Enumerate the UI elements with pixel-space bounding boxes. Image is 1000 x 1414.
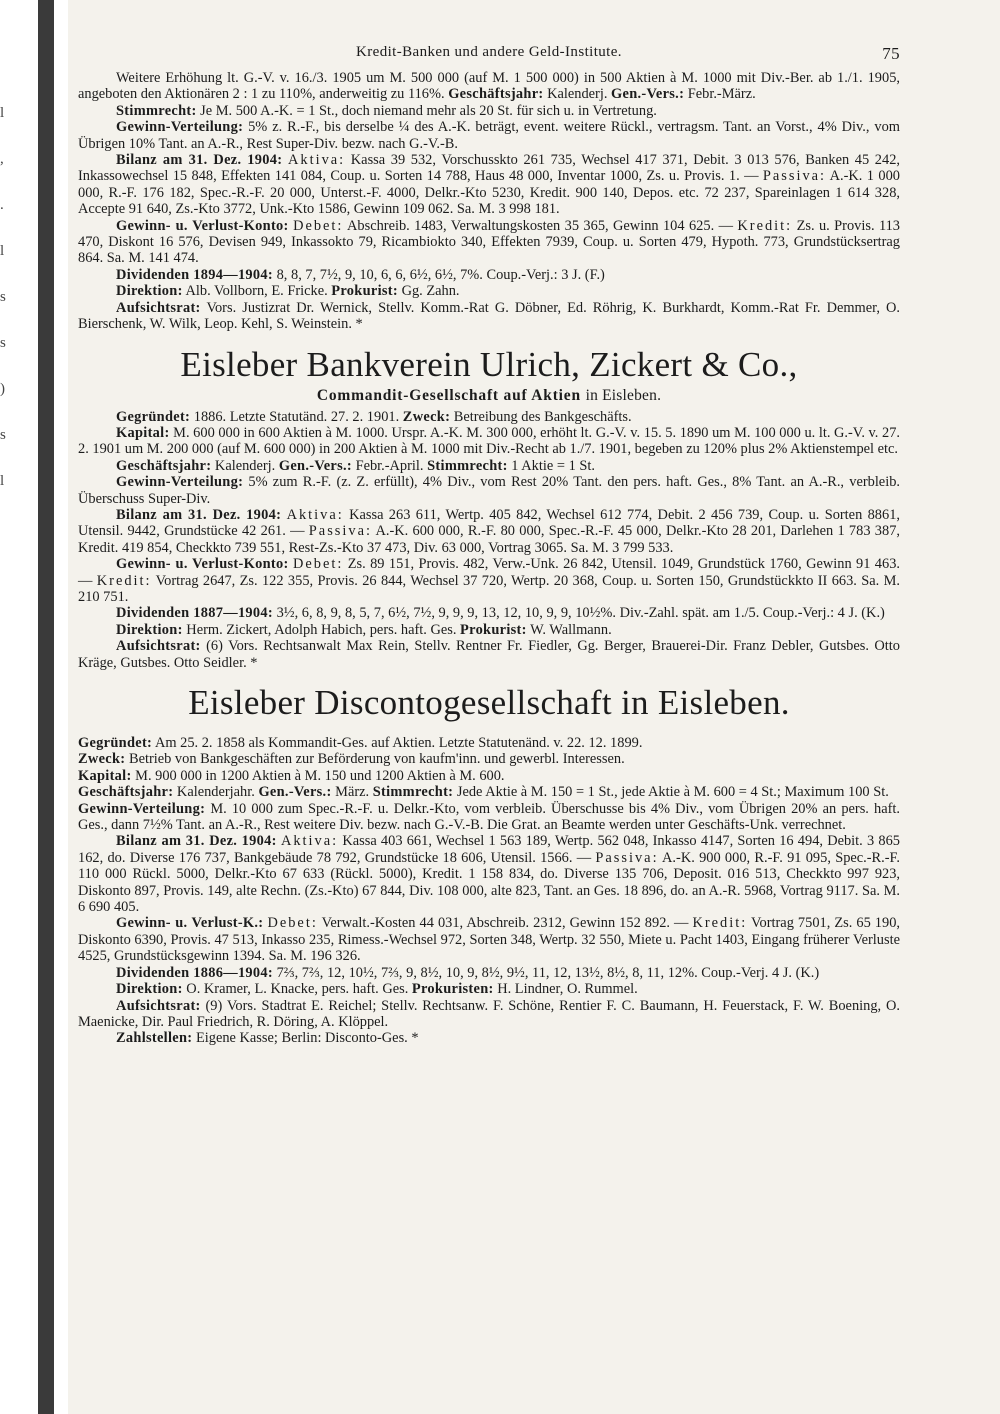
entry-paragraph <box>78 768 900 784</box>
field-label: Gegründet: <box>78 735 153 751</box>
entry-paragraph <box>78 1030 900 1046</box>
entry-paragraph <box>78 998 900 1031</box>
entry-paragraph <box>78 474 900 507</box>
entry-paragraph <box>78 425 900 458</box>
field-text: 1886. Letzte Statutänd. 27. 2. 1901. <box>190 408 403 425</box>
field-text: A.-K. 1 000 000, R.-F. 176 182, Spec.-R.-F. 20 000, Unterst.-F. 4000, Delkr.-Kto 5230, Kredit. 900 140, Depos. etc. 72 237, Spareinlagen 1 614 328, Accepte 91 640, Zs.-Kto 3772, Unk.-Kto 1586, Gewinn 109 062. Sa. M. 3 998 181. <box>78 168 900 218</box>
firm-subtitle-place: in Eisleben. <box>585 386 662 404</box>
page-number: 75 <box>882 44 900 63</box>
margin-mark: s <box>0 289 6 305</box>
field-text: Zs. 89 151, Provis. 482, Verw.-Unk. 26 842, Utensil. 1049, Grundstück 1760, Gewinn 91 463. — <box>78 556 900 589</box>
field-text: Vortrag 7501, Zs. 65 190, Diskonto 6390, Provis. 47 513, Inkasso 235, Rimess.-Wechsel 972, Sorten 348, Wertp. 32 550, Miete u. Pacht 1403, Eingang früherer Verluste 4525, Grundstücksgewinn 1394. Sa. M. 196 326. <box>78 915 900 965</box>
field-text: (9) Vors. Stadtrat E. Reichel; Stellv. Rechtsanw. F. Schöne, Rentier F. C. Baumann, H. Feuerstack, F. W. Boening, O. Maenicke, Dir. Paul Friedrich, R. Döring, A. Klöppel. <box>78 997 900 1030</box>
entry-paragraph <box>78 965 900 981</box>
field-label: Gen.-Vers.: <box>278 457 352 474</box>
field-label: Geschäftsjahr: <box>116 457 212 474</box>
field-label: Stimmrecht: <box>116 102 197 119</box>
field-label: Aufsichtsrat: <box>116 299 201 316</box>
field-text: Febr.-April. <box>351 457 428 474</box>
field-text: Febr.-März. <box>684 86 756 103</box>
margin-mark: s <box>0 427 6 443</box>
spaced-label: Debet: <box>293 217 344 234</box>
spaced-label: Kredit: <box>737 217 793 234</box>
spaced-label: Aktiva: <box>286 506 344 523</box>
margin-mark: , <box>0 151 4 167</box>
field-label: Dividenden 1887—1904: <box>116 605 274 622</box>
margin-mark: l <box>0 243 5 259</box>
entry-paragraph <box>78 152 900 218</box>
spaced-label: Debet: <box>267 915 318 932</box>
spaced-label: Kredit: <box>692 915 748 932</box>
field-text: Betrieb von Bankgeschäften zur Beförderung von kaufm'inn. und gewerbl. Interessen. <box>125 751 625 768</box>
entry-paragraph <box>78 70 900 103</box>
field-text: Herm. Zickert, Adolph Habich, pers. haft. Ges. <box>182 621 461 638</box>
entry-continuation <box>78 70 900 333</box>
field-text: Kassa 263 611, Wertp. 405 842, Wechsel 612 774, Debit. 2 456 739, Coup. u. Sorten 8861, Utensil. 9442, Grundstücke 42 261. — <box>78 506 900 540</box>
margin-mark: ) <box>0 381 5 397</box>
spaced-label: Passiva: <box>595 849 659 866</box>
entry-paragraph <box>78 300 900 333</box>
entry-paragraph <box>78 556 900 605</box>
field-label: Gewinn- u. Verlust-K.: <box>116 915 264 932</box>
field-label: Zweck: <box>78 751 126 768</box>
field-text: W. Wallmann. <box>526 621 612 638</box>
field-label: Bilanz am 31. Dez. 1904: <box>116 506 282 523</box>
firm-subtitle-legal-form: Commandit-Gesellschaft auf Aktien <box>316 386 581 404</box>
field-text: Kalenderj. <box>543 86 612 103</box>
spaced-label: Aktiva: <box>288 152 346 169</box>
field-text: 8, 8, 7, 7½, 9, 10, 6, 6, 6½, 6½, 7%. Coup.-Verj.: 3 J. (F.) <box>273 266 605 283</box>
field-text: A.-K. 900 000, R.-F. 91 095, Spec.-R.-F. 110 000 Rückl. 5000, Delkr.-Kto 67 633 (Rückl. 5000), Kredit. 1 158 834, do. Diverse 135 706, Deposit. 016 513, Checkkto 997 923, Diskonto 897, Provis. 149, alte Rechn. (Zs.-Kto) 67 844, Div. 108 000, alte 823, Tant. an Ges. 18 896, do. an A.-R. 5968, Vortrag 9117. Sa. M. 6 690 405. <box>78 849 900 916</box>
scan-gutter <box>0 0 68 1414</box>
field-text: Kalenderj. <box>211 457 279 474</box>
spaced-label: Kredit: <box>96 572 152 589</box>
field-text: M. 600 000 in 600 Aktien à M. 1000. Urspr. A.-K. M. 300 000, erhöht lt. G.-V. v. 15. 5. 1890 um M. 100 000 u. lt. G.-V. v. 27. 2. 1901 um M. 200 000 (auf M. 600 000) in 200 Aktien à M. 1000 mit Div.-Recht ab 1./7. 1901, begeben zu 120% plus 2% Aktienstempel etc. <box>78 424 900 458</box>
field-label: Dividenden 1894—1904: <box>116 266 274 283</box>
field-text: O. Kramer, L. Knacke, pers. haft. Ges. <box>182 981 412 998</box>
field-label: Gewinn- u. Verlust-Konto: <box>116 556 289 573</box>
margin-mark: s <box>0 335 6 351</box>
spaced-label: Debet: <box>292 556 344 573</box>
entry-paragraph <box>78 218 900 267</box>
entry-paragraph <box>78 638 900 671</box>
field-text: Abschreib. 1483, Verwaltungskosten 35 365, Gewinn 104 625. — <box>343 217 738 234</box>
entry-paragraph <box>78 915 900 964</box>
field-text: Gg. Zahn. <box>397 283 460 300</box>
firm-title-bankverein: Eisleber Bankverein Ulrich, Zickert & Co., <box>180 344 798 384</box>
book-spine-shadow <box>38 0 54 1414</box>
field-text: H. Lindner, O. Rummel. <box>493 981 638 998</box>
entry-paragraph <box>78 119 900 152</box>
field-label: Dividenden 1886—1904: <box>116 964 274 981</box>
running-head-title: Kredit-Banken und andere Geld-Institute. <box>356 44 622 60</box>
document-page <box>78 44 900 1047</box>
margin-mark: l <box>0 473 5 489</box>
field-text: M. 900 000 in 1200 Aktien à M. 150 und 1200 Aktien à M. 600. <box>131 767 505 784</box>
entry-discontogesellschaft <box>78 735 900 1047</box>
field-text: (6) Vors. Rechtsanwalt Max Rein, Stellv. Rentner Fr. Fiedler, Gg. Berger, Brauerei-Dir. Franz Debler, Gutsbes. Otto Kräge, Gutsbes. Otto Seidler. * <box>78 638 900 671</box>
field-text: Zs. u. Provis. 113 470, Diskont 16 576, Devisen 949, Inkassokto 79, Ricambiokto 340, Effekten 7939, Coup. u. Sorten 479, Hypoth. 773, Grundstücksertrag 864. Sa. M. 141 474. <box>78 217 901 267</box>
entry-paragraph <box>78 784 900 800</box>
field-text: 5% z. R.-F., bis derselbe ¼ des A.-K. beträgt, event. weitere Rückl., vertragsm. Tant. an Vorst., 4% Div., vom Übrigen 10% Tant. an A.-R., Rest Super-Div. bezw. nach G.-V.-B. <box>78 119 900 152</box>
field-label: Gen.-Vers.: <box>611 86 685 103</box>
firm-title-discontogesellschaft: Eisleber Discontogesellschaft in Eisleben. <box>188 683 790 722</box>
field-label: Stimmrecht: <box>372 784 454 801</box>
entry-paragraph <box>78 801 900 834</box>
field-text: 3½, 6, 8, 9, 8, 5, 7, 6½, 7½, 9, 9, 9, 13, 12, 10, 9, 9, 10½%. Div.-Zahl. spät. am 1./5. Coup.-Verj.: 4 J. (K.) <box>273 605 885 622</box>
field-text: 7⅔, 7⅔, 12, 10½, 7⅔, 9, 8½, 10, 9, 8½, 9½, 11, 12, 13½, 8½, 8, 11, 12%. Coup.-Verj. 4 J. (K.) <box>273 964 820 981</box>
field-label: Direktion: <box>116 283 183 300</box>
entry-paragraph <box>78 735 900 751</box>
entry-bankverein <box>78 409 900 672</box>
field-label: Gewinn-Verteilung: <box>78 800 206 817</box>
field-label: Kapital: <box>116 424 170 441</box>
entry-paragraph <box>78 267 900 283</box>
field-text: Eigene Kasse; Berlin: Disconto-Ges. * <box>192 1030 419 1047</box>
field-label: Aufsichtsrat: <box>116 997 201 1014</box>
field-label: Direktion: <box>116 981 183 998</box>
field-label: Gegründet: <box>116 408 191 425</box>
field-label: Aufsichtsrat: <box>116 638 201 655</box>
field-text: M. 10 000 zum Spec.-R.-F. u. Delkr.-Kto, vom verbleib. Überschusse bis 4% Div., vom Übrigen 20% an pers. haft. Ges., dann 7½% Tant. an A.-R., Rest weitere Div. bezw. nach G.-V.-B. Die Grat. an Beamte werden unter Geschäfts-Unk. verrechnet. <box>78 800 900 834</box>
field-text: März. <box>331 784 373 801</box>
running-head <box>78 44 900 70</box>
entry-paragraph <box>78 751 900 767</box>
field-label: Bilanz am 31. Dez. 1904: <box>116 152 283 169</box>
entry-paragraph <box>78 507 900 556</box>
field-label: Gewinn-Verteilung: <box>116 474 244 491</box>
entry-paragraph <box>78 833 900 915</box>
field-text: Kalenderjahr. <box>173 784 259 801</box>
field-label: Direktion: <box>116 621 183 638</box>
margin-marks <box>0 90 16 504</box>
field-label: Bilanz am 31. Dez. 1904: <box>116 833 277 850</box>
field-label: Prokurist: <box>331 283 398 300</box>
field-label: Prokurist: <box>460 621 527 638</box>
field-text: 1 Aktie = 1 St. <box>507 457 595 474</box>
field-label: Geschäftsjahr: <box>448 86 544 103</box>
entry-paragraph <box>78 981 900 997</box>
field-label: Prokuristen: <box>411 981 494 998</box>
entry-paragraph <box>78 458 900 474</box>
field-label: Gewinn-Verteilung: <box>116 119 244 136</box>
entry-paragraph <box>78 409 900 425</box>
field-text: Verwalt.-Kosten 44 031, Abschreib. 2312, Gewinn 152 892. — <box>317 915 693 932</box>
margin-mark: l <box>0 105 5 121</box>
field-text: Weitere Erhöhung lt. G.-V. v. 16./3. 1905 um M. 500 000 (auf M. 1 500 000) in 500 Aktien à M. 1000 mit Div.-Ber. ab 1./1. 1905, angeboten den Aktionären 2 : 1 zu 110%, anderweitig zu 116%. <box>78 70 900 103</box>
spaced-label: Passiva: <box>308 523 372 540</box>
field-text: Vors. Justizrat Dr. Wernick, Stellv. Komm.-Rat G. Döbner, Ed. Röhrig, K. Burkhardt, Komm.-Rat Fr. Demmer, O. Bierschenk, W. Wilk, Leop. Kehl, S. Weinstein. * <box>78 299 900 333</box>
field-text: Kassa 39 532, Vorschusskto 261 735, Wechsel 417 371, Debit. 3 013 576, Banken 45 242, Inkassowechsel 15 848, Effekten 141 084, Coup. u. Sorten 14 788, Haus 48 000, Inventar 1000, Zs. u. Provis. 1. — <box>78 152 900 185</box>
field-label: Zahlstellen: <box>116 1030 193 1047</box>
field-text: Je M. 500 A.-K. = 1 St., doch niemand mehr als 20 St. für sich u. in Vertretung. <box>196 102 657 119</box>
entry-paragraph <box>78 283 900 299</box>
field-text: Betreibung des Bankgeschäfts. <box>450 408 632 425</box>
entry-paragraph <box>78 622 900 638</box>
spaced-label: Passiva: <box>762 168 827 185</box>
field-text: Vortrag 2647, Zs. 122 355, Provis. 26 844, Wechsel 37 720, Wertp. 20 368, Coup. u. Sorten 150, Grundstückkto II 663. Sa. M. 210 751. <box>78 572 901 605</box>
field-label: Zweck: <box>402 408 451 425</box>
field-label: Gewinn- u. Verlust-Konto: <box>116 217 289 234</box>
field-label: Kapital: <box>78 767 132 784</box>
field-label: Gen.-Vers.: <box>258 784 332 801</box>
field-label: Geschäftsjahr: <box>78 784 174 801</box>
field-text: A.-K. 600 000, R.-F. 80 000, Spec.-R.-F. 45 000, Delkr.-Kto 28 201, Darlehen 1 783 387, Kredit. 419 854, Checkkto 739 551, Rest-Zs.-Kto 37 473, Div. 63 000, Vortrag 3065. Sa. M. 3 799 533. <box>78 523 900 556</box>
entry-paragraph <box>78 103 900 119</box>
field-text: 5% zum R.-F. (z. Z. erfüllt), 4% Div., vom Rest 20% Tant. den pers. haft. Ges., 8% Tant. an A.-R., verbleib. Überschuss Super-Div. <box>78 474 900 507</box>
field-label: Stimmrecht: <box>427 457 508 474</box>
firm-subtitle <box>78 387 900 405</box>
field-text: Alb. Vollborn, E. Fricke. <box>182 283 332 300</box>
field-text: Am 25. 2. 1858 als Kommandit-Ges. auf Aktien. Letzte Statutenänd. v. 22. 12. 1899. <box>152 735 643 751</box>
entry-paragraph <box>78 605 900 621</box>
margin-mark: . <box>0 197 4 213</box>
field-text: Kassa 403 661, Wechsel 1 563 189, Wertp. 562 048, Inkasso 4147, Sorten 16 494, Debit. 3 865 162, do. Diverse 176 737, Bankgebäude 78 792, Grundstücke 18 606, Utensil. 1566. — <box>78 833 900 866</box>
field-text: Jede Aktie à M. 150 = 1 St., jede Aktie à M. 600 = 4 St.; Maximum 100 St. <box>453 784 889 801</box>
spaced-label: Aktiva: <box>280 833 339 850</box>
